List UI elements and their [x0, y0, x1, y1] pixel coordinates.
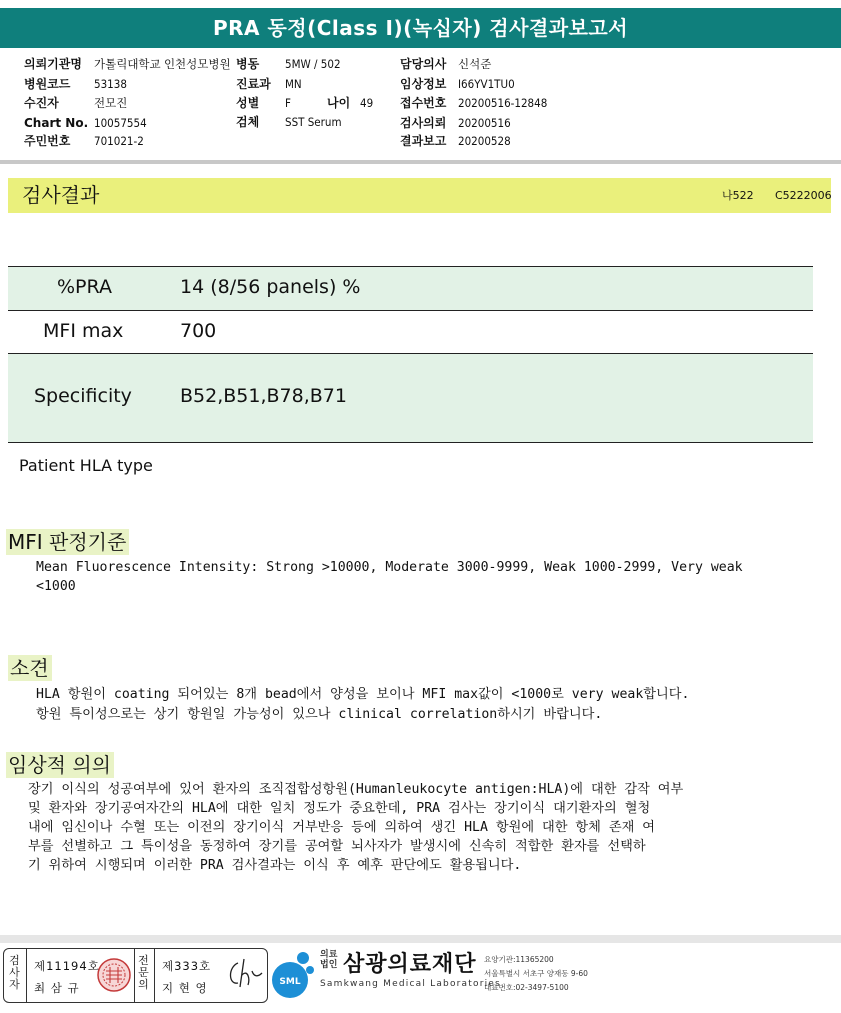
findings-line-1: HLA 항원이 coating 되어있는 8개 bead에서 양성을 보이나 MFI max값이 <1000로 very weak합니다.: [36, 687, 690, 702]
header-divider: [0, 160, 841, 164]
report-label: 결과보고: [400, 134, 447, 148]
specialist-name: 지 현 영: [162, 981, 208, 995]
doctor-value: 신석준: [458, 57, 492, 71]
specificity-label: Specificity: [34, 385, 132, 407]
seal-stamp: [96, 957, 132, 997]
clinical-significance-line-4: 부를 선별하고 그 특이성을 동정하여 장기를 공여할 뇌사자가 발생시에 신속히 적합한 환자를 선택하: [28, 839, 646, 854]
examinee-label: 수진자: [24, 96, 59, 110]
result-code-1: 나522: [722, 189, 754, 202]
handwritten-signature: [224, 957, 264, 995]
clinical-significance-line-5: 기 위하여 시행되며 이러한 PRA 검사결과는 이식 후 예후 판단에도 활용됩니다.: [28, 858, 522, 873]
pra-label: %PRA: [57, 276, 112, 298]
specialist-vertical-label: 전 문 의: [138, 954, 149, 991]
hospital-code-label: 병원코드: [24, 77, 71, 91]
result-code-2: C5222006: [775, 189, 832, 202]
mfi-max-label: MFI max: [43, 320, 124, 342]
clinical-info-value: I66YV1TU0: [458, 77, 515, 91]
findings-line-2: 항원 특이성으로는 상기 항원일 가능성이 있으나 clinical correlation하시기 바랍니다.: [36, 707, 603, 722]
receipt-label: 접수번호: [400, 96, 447, 110]
tester-vertical-label: 검 사 자: [9, 954, 20, 991]
institution-label: 의뢰기관명: [24, 57, 82, 71]
ward-value: 5MW / 502: [285, 57, 341, 71]
specificity-value: B52,B51,B78,B71: [180, 385, 347, 407]
findings-heading: 소견: [8, 655, 52, 681]
contact-line-2: 서울특별시 서초구 양재동 9-60: [484, 969, 588, 978]
doctor-label: 담당의사: [400, 57, 447, 71]
mfi-criteria-line-2: <1000: [36, 579, 76, 594]
resident-label: 주민번호: [24, 134, 71, 148]
signature-divider: [154, 949, 155, 1002]
footer-divider: [0, 935, 841, 943]
chart-label: Chart No.: [24, 116, 89, 130]
clinical-significance-line-3: 내에 임신이나 수혈 또는 이전의 장기이식 거부반응 등에 의하여 생긴 HLA 항원에 대한 항체 존재 여: [28, 820, 655, 835]
resident-value: 701021-2: [94, 134, 144, 148]
chart-value: 10057554: [94, 116, 147, 130]
clinical-significance-line-2: 및 환자와 장기공여자간의 HLA에 대한 일치 정도가 중요한데, PRA 검사는 장기이식 대기환자의 혈청: [28, 801, 651, 816]
clinical-info-label: 임상정보: [400, 77, 447, 91]
receipt-value: 20200516-12848: [458, 96, 548, 110]
table-row-specificity: [8, 353, 813, 443]
age-value: 49: [360, 96, 374, 110]
pra-value: 14 (8/56 panels) %: [180, 276, 361, 298]
sex-label: 성별: [236, 96, 260, 110]
result-section-title: 검사결과: [22, 183, 100, 207]
mfi-max-value: 700: [180, 320, 217, 342]
corp-label: 의료 법인: [320, 950, 338, 970]
mfi-criteria-heading: MFI 판정기준: [6, 529, 129, 555]
table-row-pra: [8, 266, 813, 311]
tester-name: 최 삼 규: [34, 981, 80, 995]
dept-value: MN: [285, 77, 302, 91]
logo-abbr: SML: [279, 977, 301, 987]
contact-line-1: 요양기관:11365200: [484, 955, 554, 964]
sex-value: F: [285, 96, 291, 110]
clinical-significance-line-1: 장기 이식의 성공여부에 있어 환자의 조직접합성항원(Humanleukocyte antigen:HLA)에 대한 감작 여부: [28, 782, 684, 797]
request-label: 검사의뢰: [400, 116, 447, 130]
table-row-mfi-max: [8, 310, 813, 354]
institution-value: 가톨릭대학교 인천성모병원: [94, 57, 231, 71]
signature-divider: [26, 949, 27, 1002]
sml-logo-icon: [270, 950, 316, 1004]
specialist-license: 제333호: [162, 959, 212, 973]
company-english-name: Samkwang Medical Laboratories: [320, 979, 501, 989]
specimen-value: SST Serum: [285, 115, 342, 129]
specimen-label: 검체: [236, 115, 260, 129]
patient-hla-type-label: Patient HLA type: [19, 456, 153, 475]
request-value: 20200516: [458, 116, 511, 130]
signature-divider: [134, 949, 135, 1002]
contact-line-3: 대표번호:02-3497-5100: [484, 983, 569, 992]
clinical-significance-heading: 임상적 의의: [6, 752, 114, 778]
signature-box: [3, 948, 268, 1003]
table-bottom-border: [8, 442, 813, 443]
result-section-header: [8, 178, 831, 213]
hospital-code-value: 53138: [94, 77, 127, 91]
dept-label: 진료과: [236, 77, 271, 91]
report-title: PRA 동정(Class I)(녹십자) 검사결과보고서: [0, 8, 841, 48]
company-name: 삼광의료재단: [343, 952, 477, 977]
ward-label: 병동: [236, 57, 260, 71]
examinee-value: 전모진: [94, 96, 128, 110]
tester-license: 제11194호: [34, 959, 100, 973]
mfi-criteria-line-1: Mean Fluorescence Intensity: Strong >10000, Moderate 3000-9999, Weak 1000-2999, Very weak: [36, 560, 743, 575]
age-label: 나이: [327, 96, 351, 110]
report-value: 20200528: [458, 134, 511, 148]
